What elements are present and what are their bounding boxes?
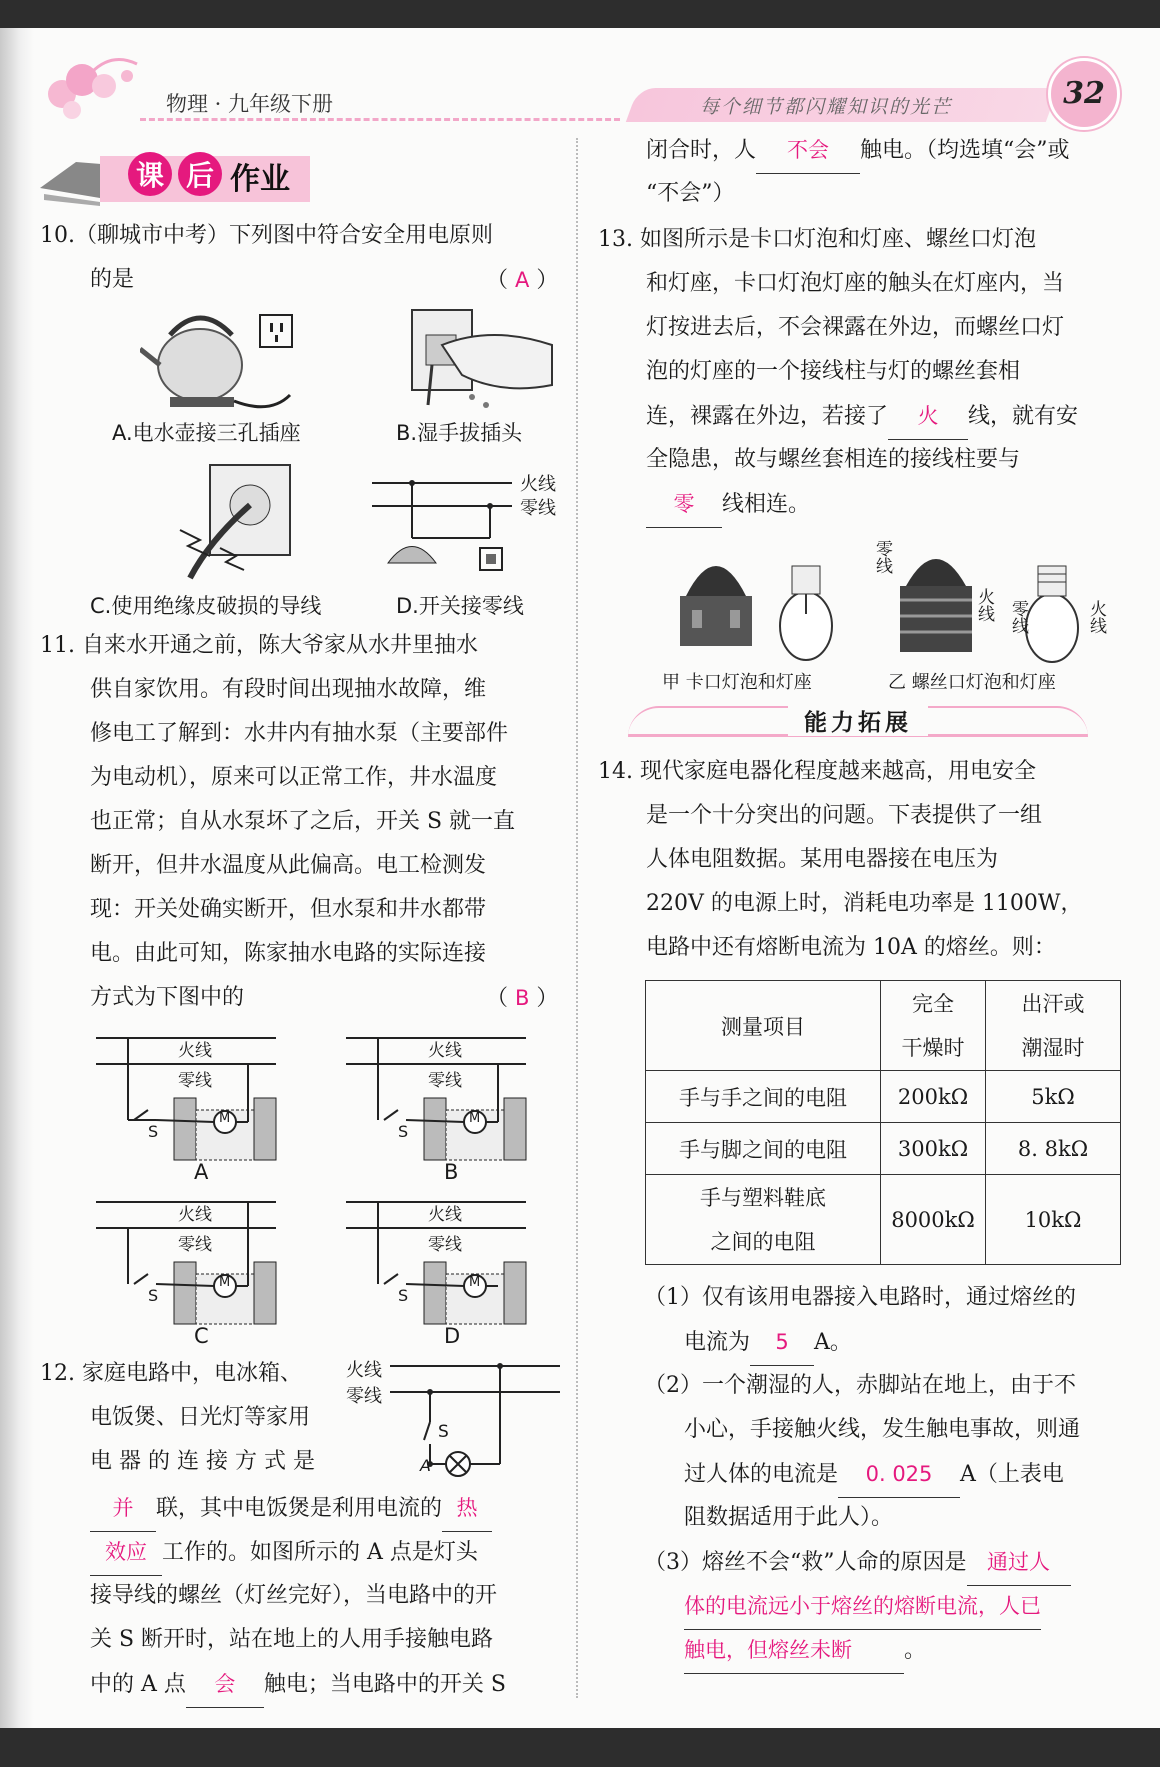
- q14-answer-2: 0. 025: [865, 1462, 933, 1486]
- q14-part3-line3: 触电，但熔丝未断 。: [684, 1628, 926, 1674]
- q12-line7: 关 S 断开时，站在地上的人用手接触电路: [90, 1627, 494, 1652]
- q14-part1-line1: （1）仅有该用电器接入电路时，通过熔丝的: [644, 1285, 1076, 1310]
- q12-switch-label: S: [438, 1422, 449, 1442]
- q11-label-b: B: [444, 1160, 459, 1184]
- q11-b-neutral: 零线: [428, 1071, 462, 1091]
- q13-neutral-label-1: 零线: [872, 540, 892, 574]
- table-cell-wet: 10kΩ: [986, 1175, 1121, 1265]
- q12-line2: 电饭煲、日光灯等家用: [90, 1405, 311, 1430]
- q14-line: 电路中还有熔断电流为 10A 的熔丝。则：: [646, 935, 1056, 960]
- q11-line: 断开，但井水温度从此偏高。电工检测发: [90, 853, 487, 878]
- q10-caption-c: C.使用绝缘皮破损的导线: [90, 594, 322, 618]
- q13-live-label-2: 火线: [1086, 600, 1106, 634]
- q14-part3-line2: [684, 1584, 1041, 1630]
- q11-b-motor: M: [469, 1111, 481, 1126]
- q14-part3-line1: （3）熔丝不会“救”人命的原因是 通过人: [644, 1540, 1071, 1586]
- table-cell-item: 手与脚之间的电阻: [646, 1123, 881, 1175]
- q14-answer-1: 5: [775, 1330, 789, 1354]
- q10-caption-d: D.开关接零线: [396, 594, 524, 618]
- table-row: [646, 1123, 1121, 1175]
- section-banner: [40, 142, 310, 210]
- q13-line: 灯按进去后，不会裸露在外边，而螺丝口灯: [646, 315, 1065, 340]
- q13-caption-a: 甲 卡口灯泡和灯座: [662, 672, 812, 693]
- q11-c-switch: S: [148, 1286, 159, 1305]
- table-header-dry: 完全 干燥时: [881, 981, 986, 1071]
- q11-line: 方式为下图中的: [90, 985, 245, 1010]
- q14-line: 人体电阻数据。某用电器接在电压为: [646, 847, 999, 872]
- table-header-item: 测量项目: [646, 981, 881, 1071]
- ability-title: 能力拓展: [788, 704, 928, 736]
- q11-line: 供自家饮用。有段时间出现抽水故障，维: [90, 677, 487, 702]
- q11-c-neutral: 零线: [178, 1235, 212, 1255]
- q13-line: 和灯座，卡口灯泡灯座的触头在灯座内，当: [646, 271, 1065, 296]
- q11-line: 为电动机），原来可以正常工作，井水温度: [90, 765, 498, 790]
- kettle-icon: [140, 305, 300, 415]
- q10-answer: A: [515, 268, 530, 292]
- table-cell-wet: 8. 8kΩ: [986, 1123, 1121, 1175]
- header-divider: [140, 118, 620, 121]
- q12-line6: 接导线的螺丝（灯丝完好），当电路中的开: [90, 1583, 498, 1608]
- q11-b-switch: S: [398, 1122, 409, 1141]
- table-header-row: [646, 981, 1121, 1071]
- q12-line3: 电 器 的 连 接 方 式 是: [90, 1449, 315, 1474]
- q11-circuit-diagrams: [96, 1030, 566, 1350]
- page-number: 32: [1048, 58, 1120, 130]
- q13-line5: 连，裸露在外边，若接了 火 线，就有安: [646, 394, 1078, 440]
- q11-label-c: C: [194, 1324, 209, 1348]
- q13-answer-2: 零: [673, 492, 695, 516]
- q14-line: 是一个十分突出的问题。下表提供了一组: [646, 803, 1043, 828]
- q12-line1: 12. 家庭电路中，电冰箱、: [40, 1361, 302, 1386]
- section-title: 作业: [230, 162, 290, 197]
- q13-answer-1: 火: [917, 404, 939, 428]
- q13-neutral-label-2: 零线: [1008, 600, 1028, 634]
- q14-line: 220V 的电源上时，消耗电功率是 1100W，: [646, 891, 1083, 916]
- q14-part2-line1: （2）一个潮湿的人，赤脚站在地上，由于不: [644, 1373, 1076, 1398]
- q14-answer-3b: 体的电流远小于熔丝的熔断电流，人已: [684, 1594, 1041, 1618]
- q12-answer-2b: 效应: [105, 1540, 147, 1564]
- q12-right-line2: “不会”）: [646, 181, 735, 206]
- q10-line2: 的是: [90, 267, 135, 292]
- q14-part2-line3: 过人体的电流是 0. 025 A（上表电: [684, 1452, 1064, 1498]
- q12-answer-3: 会: [214, 1672, 236, 1696]
- damaged-wire-icon: [170, 460, 300, 580]
- q14-answer-3a: 通过人: [987, 1550, 1050, 1574]
- flower-decoration-icon: [42, 52, 142, 124]
- table-cell-dry: 300kΩ: [881, 1123, 986, 1175]
- q12-line8: 中的 A 点 会 触电；当电路中的开关 S: [90, 1662, 506, 1708]
- section-char-1: 课: [136, 159, 165, 192]
- q11-line: 现：开关处确实断开，但水泵和井水都带: [90, 897, 487, 922]
- q11-label-d: D: [444, 1324, 461, 1348]
- q11-a-motor: M: [219, 1111, 231, 1126]
- q10-caption-b: B.湿手拔插头: [396, 421, 523, 445]
- q11-line: 电。由此可知，陈家抽水电路的实际连接: [90, 941, 487, 966]
- q14-part1-line2: 电流为 5 A。: [684, 1320, 852, 1366]
- q11-line: 修电工了解到：水井内有抽水泵（主要部件: [90, 721, 509, 746]
- column-divider: [576, 138, 578, 1698]
- wet-hand-plug-icon: [402, 305, 562, 415]
- q14-part2-line4: 阻数据适用于此人）。: [684, 1505, 894, 1530]
- subject-title: 物理 · 九年级下册: [166, 92, 334, 116]
- q13-line: 13. 如图所示是卡口灯泡和灯座、螺丝口灯泡: [598, 227, 1036, 252]
- q11-a-switch: S: [148, 1122, 159, 1141]
- table-cell-dry: 8000kΩ: [881, 1175, 986, 1265]
- q13-live-label-1: 火线: [974, 588, 994, 622]
- q11-line: 11. 自来水开通之前，陈大爷家从水井里抽水: [40, 633, 478, 658]
- q12-line5: 效应 工作的。如图所示的 A 点是灯头: [90, 1530, 478, 1576]
- q11-line: 也正常；自从水泵坏了之后，开关 S 就一直: [90, 809, 516, 834]
- q10-neutral-label: 零线: [520, 498, 556, 519]
- q12-live-label: 火线: [346, 1360, 382, 1381]
- q10-line1: 10.（聊城市中考）下列图中符合安全用电原则: [40, 223, 493, 248]
- q11-a-neutral: 零线: [178, 1071, 212, 1091]
- table-cell-wet: 5kΩ: [986, 1071, 1121, 1123]
- q12-answer-4: 不会: [787, 138, 830, 162]
- q12-answer-1: 并: [112, 1496, 134, 1520]
- q14-answer-3c: 触电，但熔丝未断: [684, 1638, 852, 1662]
- q11-answer: B: [515, 986, 530, 1010]
- q11-b-live: 火线: [428, 1041, 462, 1061]
- resistance-table: [645, 980, 1121, 1265]
- q11-d-neutral: 零线: [428, 1235, 462, 1255]
- q10-caption-a: A.电水壶接三孔插座: [112, 421, 301, 445]
- table-row: [646, 1071, 1121, 1123]
- q12-answer-2a: 热: [456, 1496, 478, 1520]
- q13-line: 泡的灯座的一个接线柱与灯的螺丝套相: [646, 359, 1021, 384]
- q14-part2-line2: 小心，手接触火线，发生触电事故，则通: [684, 1417, 1081, 1442]
- q11-c-live: 火线: [178, 1205, 212, 1225]
- q11-a-live: 火线: [178, 1041, 212, 1061]
- q11-answer-bracket: （ B ）: [486, 986, 559, 1011]
- section-char-2: 后: [186, 159, 215, 192]
- q13-line6: 全隐患，故与螺丝套相连的接线柱要与: [646, 447, 1021, 472]
- table-header-wet: 出汗或 潮湿时: [986, 981, 1121, 1071]
- q12-neutral-label: 零线: [346, 1386, 382, 1407]
- q13-line7: 零 线相连。: [646, 482, 810, 528]
- motto: 每个细节都闪耀知识的光芒: [700, 96, 953, 118]
- q12-circuit-diagram: [390, 1360, 560, 1480]
- q10-answer-bracket: （ A ）: [486, 268, 559, 293]
- q11-d-live: 火线: [428, 1205, 462, 1225]
- q13-caption-b: 乙 螺丝口灯泡和灯座: [888, 672, 1056, 693]
- table-row: [646, 1175, 1121, 1265]
- q11-label-a: A: [194, 1160, 209, 1184]
- q12-point-label: A: [420, 1456, 431, 1475]
- table-cell-item: 手与塑料鞋底 之间的电阻: [646, 1175, 881, 1265]
- table-cell-item: 手与手之间的电阻: [646, 1071, 881, 1123]
- q12-line4: 并 联，其中电饭煲是利用电流的 热: [90, 1486, 492, 1532]
- q12-right-line1: 闭合时，人 不会 触电。（均选填“会”或: [646, 128, 1070, 174]
- q14-line: 14. 现代家庭电器化程度越来越高，用电安全: [598, 759, 1036, 784]
- q11-d-motor: M: [469, 1275, 481, 1290]
- table-cell-dry: 200kΩ: [881, 1071, 986, 1123]
- q11-c-motor: M: [219, 1275, 231, 1290]
- q11-d-switch: S: [398, 1286, 409, 1305]
- q10-live-label: 火线: [520, 474, 556, 495]
